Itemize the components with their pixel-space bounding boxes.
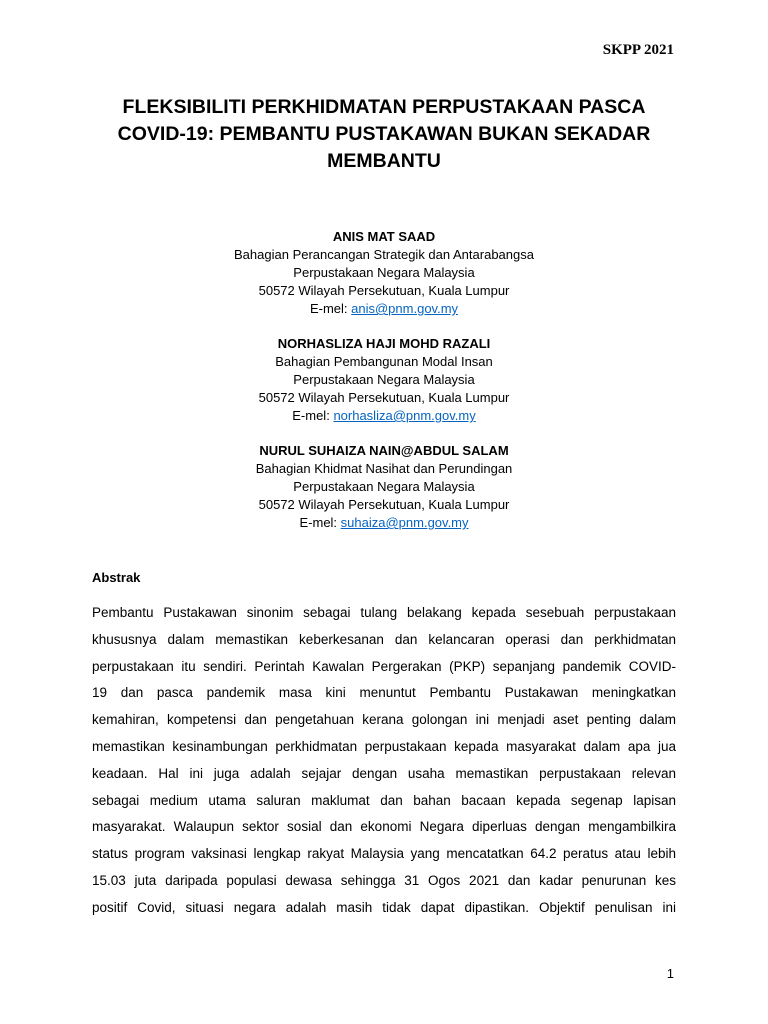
- abstract-paragraph: [92, 600, 676, 922]
- author-block: [92, 335, 676, 425]
- author-organization: Perpustakaan Negara Malaysia: [293, 479, 475, 494]
- abstract-line: keadaan. Hal ini juga adalah sejajar dengan usaha memastikan perpustakaan relevan: [92, 765, 676, 781]
- abstract-line: masyarakat. Walaupun sektor sosial dan ekonomi Negara diperluas dengan mengambilkira: [92, 819, 676, 835]
- abstract-line: kemahiran, kompetensi dan pengetahuan kerana golongan ini menjadi aset penting dalam: [92, 712, 676, 728]
- title-line: MEMBANTU: [327, 150, 441, 172]
- abstract-line: 15.03 juta daripada populasi dewasa sehingga 31 Ogos 2021 dan kadar penurunan kes: [92, 872, 676, 888]
- abstract-line: perpustakaan itu sendiri. Perintah Kawalan Pergerakan (PKP) sepanjang pandemik COVID-: [92, 658, 676, 674]
- author-email-link[interactable]: norhasliza@pnm.gov.my: [333, 408, 476, 423]
- paper-title: [92, 94, 676, 175]
- abstract-line: memastikan kesinambungan perkhidmatan perpustakaan kepada masyarakat dalam apa jua: [92, 738, 676, 754]
- author-address: 50572 Wilayah Persekutuan, Kuala Lumpur: [258, 390, 510, 405]
- author-organization: Perpustakaan Negara Malaysia: [293, 265, 475, 280]
- abstract-line: Pembantu Pustakawan sinonim sebagai tulang belakang kepada sesebuah perpustakaan: [92, 605, 676, 620]
- abstract-heading: Abstrak: [92, 570, 141, 585]
- author-block: [92, 442, 676, 532]
- title-line: COVID-19: PEMBANTU PUSTAKAWAN BUKAN SEKADAR: [117, 123, 651, 145]
- author-name: NORHASLIZA HAJI MOHD RAZALI: [277, 336, 491, 351]
- author-organization: Perpustakaan Negara Malaysia: [293, 372, 475, 387]
- author-name: NURUL SUHAIZA NAIN@ABDUL SALAM: [259, 443, 509, 458]
- abstract-line: khususnya dalam memastikan keberkesanan dan kelancaran operasi dan perkhidmatan: [92, 631, 676, 647]
- author-department: Bahagian Perancangan Strategik dan Antarabangsa: [234, 247, 534, 262]
- author-address: 50572 Wilayah Persekutuan, Kuala Lumpur: [258, 497, 510, 512]
- conference-code: SKPP 2021: [602, 42, 674, 58]
- author-email-line: [92, 407, 676, 425]
- author-list: [92, 228, 676, 549]
- author-address: 50572 Wilayah Persekutuan, Kuala Lumpur: [258, 283, 510, 298]
- title-line: FLEKSIBILITI PERKHIDMATAN PERPUSTAKAAN PASCA: [122, 96, 646, 118]
- author-department: Bahagian Khidmat Nasihat dan Perundingan: [255, 461, 513, 476]
- email-label: E-mel:: [299, 515, 338, 530]
- abstract-line: status program vaksinasi lengkap rakyat Malaysia yang mencatatkan 64.2 peratus atau lebih: [92, 846, 676, 862]
- page-number: 1: [666, 966, 674, 981]
- author-email-link[interactable]: anis@pnm.gov.my: [351, 301, 459, 316]
- author-email-line: [92, 300, 676, 318]
- abstract-line: positif Covid, situasi negara adalah masih tidak dapat dipastikan. Objektif penulisan ini: [92, 899, 676, 915]
- email-label: E-mel:: [309, 301, 348, 316]
- author-email-line: [92, 514, 676, 532]
- author-email-link[interactable]: suhaiza@pnm.gov.my: [340, 515, 469, 530]
- author-name: ANIS MAT SAAD: [332, 229, 436, 244]
- author-department: Bahagian Pembangunan Modal Insan: [275, 354, 493, 369]
- email-label: E-mel:: [292, 408, 330, 423]
- author-block: [92, 228, 676, 318]
- abstract-line: sebagai medium utama saluran maklumat dan bahan bacaan kepada segenap lapisan: [92, 792, 676, 808]
- abstract-line: 19 dan pasca pandemik masa kini menuntut Pembantu Pustakawan meningkatkan: [92, 685, 676, 701]
